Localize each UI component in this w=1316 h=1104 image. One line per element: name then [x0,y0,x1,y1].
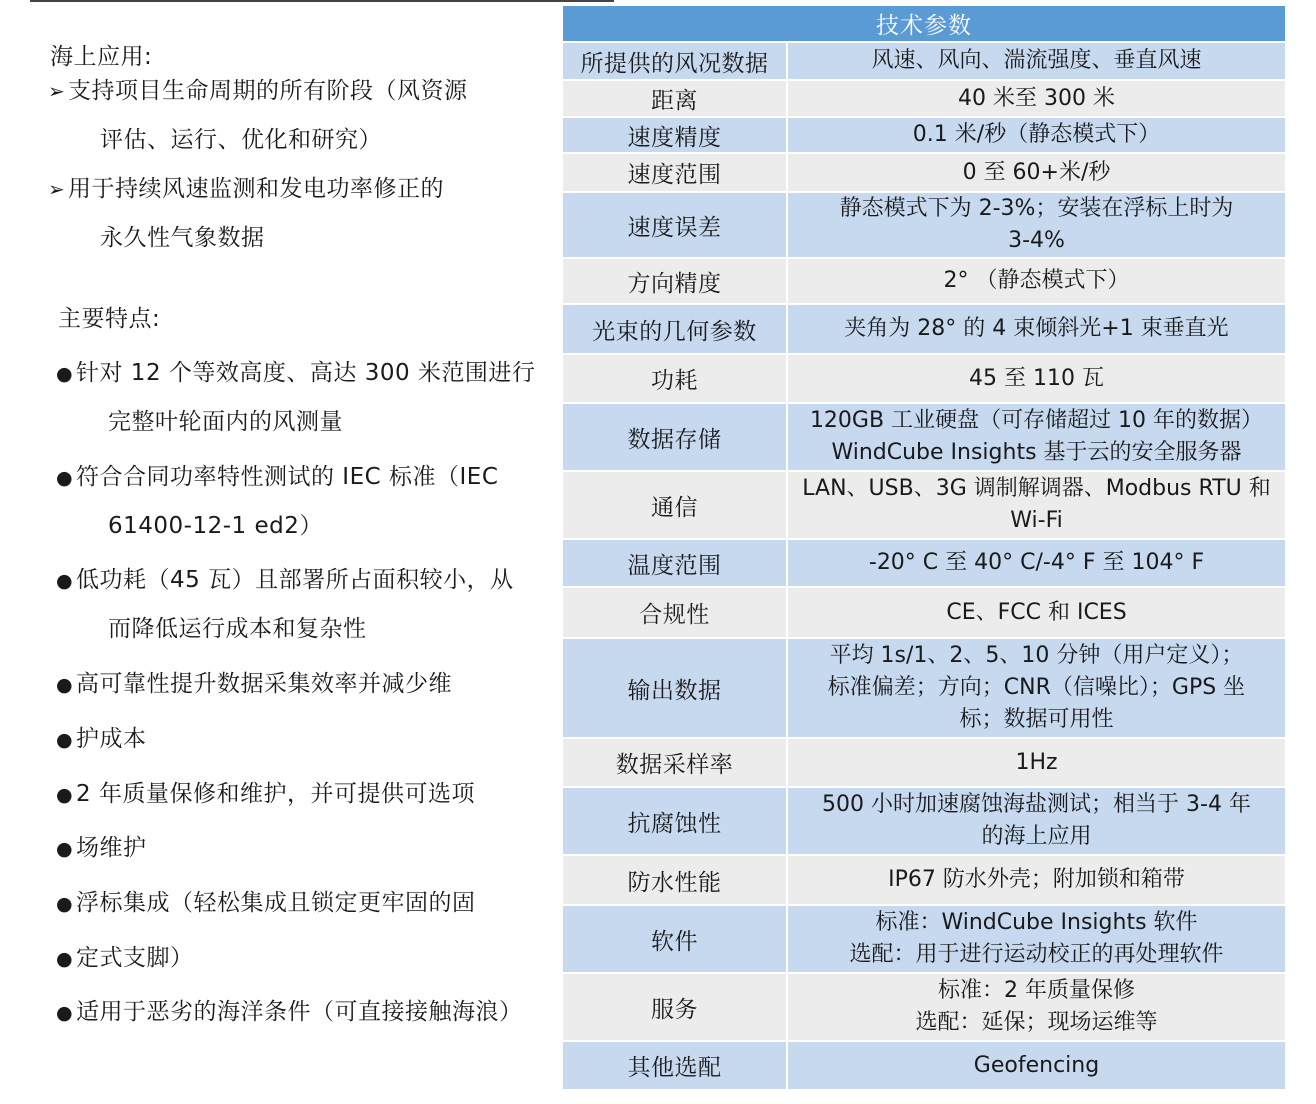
feature-line: 高可靠性提升数据采集效率并减少维 [76,671,452,697]
feature-item [56,943,194,974]
bullet-icon: ● [56,784,74,806]
bullet-icon: ● [56,838,74,860]
feature-line: 护成本 [76,726,147,752]
feature-line: 符合合同功率特性测试的 IEC 标准（IEC [76,464,499,490]
table-row [563,470,1285,538]
row-value: Geofencing [973,1052,1100,1078]
row-label: 所提供的风况数据 [563,43,788,79]
arrow-icon: ➢ [48,79,66,103]
table-row [563,402,1285,470]
marine-item-2-line1: 用于持续风速监测和发电功率修正的 [68,176,444,202]
row-value: 500 小时加速腐蚀海盐测试；相当于 3-4 年 的海上应用 [822,792,1251,849]
table-row [563,786,1285,854]
bullet-icon: ● [56,893,74,915]
row-value: 标准：WindCube Insights 软件 选配：用于进行运动校正的再处理软件 [849,910,1224,967]
marine-item-2 [48,174,444,204]
bullet-icon: ● [56,674,74,696]
table-row [563,79,1285,116]
feature-line-cont: 61400-12-1 ed2） [108,513,323,539]
table-row [563,41,1285,79]
feature-line: 针对 12 个等效高度、高达 300 米范围进行 [76,360,536,386]
feature-line-cont: 完整叶轮面内的风测量 [108,409,343,435]
feature-line: 场维护 [76,835,147,861]
row-value: 标准：2 年质量保修 选配：延保；现场运维等 [915,978,1158,1035]
row-label: 软件 [563,906,788,972]
row-value: -20° C 至 40° C/-4° F 至 104° F [868,550,1205,575]
left-column [0,0,560,1104]
feature-item [56,888,476,919]
feature-item [56,779,475,810]
feature-item [56,462,498,493]
row-label: 服务 [563,974,788,1040]
feature-item [56,565,514,596]
feature-line: 低功耗（45 瓦）且部署所占面积较小，从 [76,567,514,593]
feature-item [56,358,535,389]
row-label: 方向精度 [563,259,788,303]
feature-line: 适用于恶劣的海洋条件（可直接接触海浪） [76,999,523,1025]
table-row [563,303,1285,353]
row-value: 45 至 110 瓦 [969,365,1104,391]
row-value: 40 米至 300 米 [958,85,1115,111]
row-label: 数据存储 [563,404,788,470]
arrow-icon: ➢ [48,177,66,201]
row-value: IP67 防水外壳；附加锁和箱带 [888,867,1185,892]
row-label: 速度范围 [563,154,788,191]
table-row [563,1040,1285,1089]
row-label: 合规性 [563,588,788,637]
bullet-icon: ● [56,467,74,489]
row-value: 120GB 工业硬盘（可存储超过 10 年的数据） WindCube Insights 基于云的安全服务器 [809,408,1264,465]
feature-line: 2 年质量保修和维护，并可提供可选项 [76,781,475,807]
table-row [563,737,1285,786]
table-row [563,257,1285,303]
row-value: 静态模式下为 2-3%；安装在浮标上时为 3-4% [839,196,1234,253]
row-value: LAN、USB、3G 调制解调器、Modbus RTU 和 Wi-Fi [802,476,1271,533]
row-label: 防水性能 [563,856,788,904]
row-label: 功耗 [563,355,788,402]
feature-line: 浮标集成（轻松集成且锁定更牢固的固 [76,890,476,916]
marine-item-2-line2: 永久性气象数据 [100,225,265,251]
table-row [563,637,1285,737]
feature-line-cont: 而降低运行成本和复杂性 [108,616,367,642]
table-row [563,854,1285,904]
row-value: 0.1 米/秒（静态模式下） [912,122,1161,147]
row-label: 通信 [563,472,788,538]
table-row [563,191,1285,257]
bullet-icon: ● [56,1002,74,1024]
feature-item [56,833,147,864]
feature-item [56,669,452,700]
row-value: 1Hz [1015,749,1058,775]
bullet-icon: ● [56,729,74,751]
marine-item-1-line2: 评估、运行、优化和研究） [100,127,382,153]
feature-item [56,724,147,755]
features-heading: 主要特点: [58,306,161,332]
feature-item [56,997,523,1028]
table-row [563,152,1285,191]
table-row [563,538,1285,586]
row-label: 距离 [563,81,788,116]
bullet-icon: ● [56,570,74,592]
table-row [563,586,1285,637]
table-row [563,116,1285,152]
row-label: 速度误差 [563,193,788,257]
row-label: 温度范围 [563,540,788,586]
row-value: 夹角为 28° 的 4 束倾斜光+1 束垂直光 [844,316,1229,341]
bullet-icon: ● [56,363,74,385]
table-row [563,904,1285,972]
marine-item-1 [48,76,468,106]
row-label: 速度精度 [563,118,788,152]
row-value: CE、FCC 和 ICES [946,599,1127,625]
table-row [563,972,1285,1040]
table-title: 技术参数 [563,6,1285,41]
marine-heading: 海上应用: [50,44,153,70]
row-label: 数据采样率 [563,739,788,786]
table-row [563,353,1285,402]
row-label: 输出数据 [563,639,788,737]
bullet-icon: ● [56,948,74,970]
row-value: 2° （静态模式下） [943,268,1130,293]
row-label: 抗腐蚀性 [563,788,788,854]
row-label: 其他选配 [563,1042,788,1089]
feature-line: 定式支脚） [76,945,194,971]
row-value: 0 至 60+米/秒 [962,159,1111,185]
row-value: 风速、风向、湍流强度、垂直风速 [871,48,1202,73]
spec-table [563,6,1285,1089]
marine-item-1-line1: 支持项目生命周期的所有阶段（风资源 [68,78,468,104]
row-label: 光束的几何参数 [563,305,788,353]
row-value: 平均 1s/1、2、5、10 分钟（用户定义）； 标准偏差；方向；CNR（信噪比）；GPS 坐 标；数据可用性 [827,643,1246,732]
